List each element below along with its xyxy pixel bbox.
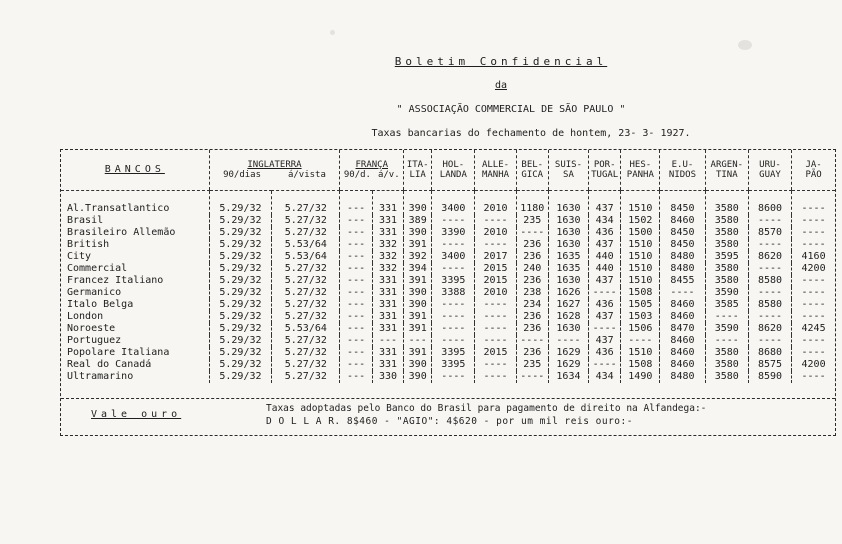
rate-cell: ---- [548,335,588,347]
rate-cell: 331 [372,191,403,216]
rate-cell: ---- [432,299,475,311]
rate-cell: 1630 [548,239,588,251]
rate-cell: 5.53/64 [272,251,340,263]
rate-cell: 8580 [748,299,791,311]
table-row [61,263,835,275]
rates-table-body [61,191,835,384]
rate-cell: 390 [404,371,432,383]
bank-name: Germanico [67,287,122,298]
table-row [61,347,835,359]
rate-cell: ---- [748,287,791,299]
table-row [61,311,835,323]
rate-cell: 3585 [705,299,748,311]
rate-cell: ---- [432,371,475,383]
rate-cell: 1508 [621,359,660,371]
bank-name: Al.Transatlantico [67,203,170,214]
rate-cell: 5.27/32 [272,311,340,323]
rate-cell: --- [340,323,372,335]
rate-cell: 3580 [705,263,748,275]
rate-cell: 437 [588,239,620,251]
rate-cell: 1630 [548,215,588,227]
table-row [61,239,835,251]
rate-cell: ---- [748,311,791,323]
rate-cell: 434 [588,371,620,383]
rate-cell: 1635 [548,251,588,263]
rate-cell: 332 [372,263,403,275]
table-row [61,299,835,311]
rate-cell: 3400 [432,191,475,216]
rate-cell: 236 [516,347,548,359]
rate-cell: 1630 [548,227,588,239]
rate-cell: 5.27/32 [272,299,340,311]
rate-cell: 437 [588,275,620,287]
rate-cell: --- [340,239,372,251]
rate-cell: ---- [588,359,620,371]
rate-cell: 8450 [660,191,705,216]
rate-cell: ---- [792,239,835,251]
rates-table [61,150,835,383]
header-japao: JA- PÃO [792,150,835,191]
rate-cell: ---- [792,311,835,323]
rate-cell: 1510 [621,191,660,216]
rate-cell: 331 [372,227,403,239]
rate-cell: 391 [404,347,432,359]
rate-cell: 236 [516,311,548,323]
rate-cell: ---- [588,323,620,335]
rate-cell: 434 [588,215,620,227]
rate-cell: 2010 [475,287,516,299]
table-row [61,287,835,299]
table-row [61,323,835,335]
rate-cell: --- [372,335,403,347]
document-title-da: da [494,80,508,91]
bank-name: Italo Belga [67,299,134,310]
taxas-adoptadas-text: Taxas adoptadas pelo Banco do Brasil para pagamento de direito na Alfandega:- [266,403,707,414]
rate-cell: ---- [475,215,516,227]
rate-cell: 8460 [660,299,705,311]
rate-cell: ---- [432,263,475,275]
rate-cell: 1630 [548,323,588,335]
rate-cell: 5.27/32 [272,371,340,383]
rate-cell: 3595 [705,251,748,263]
rate-cell: 390 [404,299,432,311]
rate-cell: --- [340,191,372,216]
rate-cell: 5.29/32 [209,287,272,299]
rate-cell: 5.29/32 [209,323,272,335]
rate-cell: 235 [516,215,548,227]
header-belgica: BEL- GICA [516,150,548,191]
rate-cell: 1180 [516,191,548,216]
rate-cell: 5.27/32 [272,215,340,227]
rate-cell: 1627 [548,299,588,311]
rate-cell: 1506 [621,323,660,335]
rate-cell: 234 [516,299,548,311]
paper-stain [330,30,335,35]
rate-cell: 5.29/32 [209,191,272,216]
rate-cell: 437 [588,311,620,323]
rate-cell: 5.29/32 [209,227,272,239]
footer-divider [61,398,835,399]
vale-ouro-label: Vale ouro [91,409,182,420]
rate-cell: 236 [516,275,548,287]
rate-cell: 5.29/32 [209,371,272,383]
rate-cell: 5.27/32 [272,227,340,239]
rate-cell: 436 [588,227,620,239]
bank-name: Popolare Italiana [67,347,170,358]
header-italia: ITA- LIA [404,150,432,191]
header-hespanha: HES- PANHA [621,150,660,191]
rate-cell: 1629 [548,359,588,371]
rate-cell: 331 [372,275,403,287]
rate-cell: 5.29/32 [209,359,272,371]
rate-cell: 8620 [748,251,791,263]
rate-cell: 3590 [705,323,748,335]
rate-cell: 5.27/32 [272,263,340,275]
rate-cell: ---- [705,311,748,323]
rate-cell: 236 [516,251,548,263]
rate-cell: ---- [792,227,835,239]
rate-cell: 8580 [748,275,791,287]
rate-cell: 3580 [705,371,748,383]
association-name: " ASSOCIAÇÃO COMMERCIAL DE SÃO PAULO " [396,104,626,115]
table-row [61,275,835,287]
rate-cell: 4200 [792,263,835,275]
rate-cell: 1635 [548,263,588,275]
rate-cell: 390 [404,227,432,239]
rate-cell: 8590 [748,371,791,383]
bank-name: Brasil [67,215,104,226]
rate-cell: 391 [404,311,432,323]
rate-cell: 3580 [705,275,748,287]
rate-cell: ---- [516,371,548,383]
rate-cell: ---- [705,335,748,347]
header-hollanda: HOL- LANDA [432,150,475,191]
rate-cell: 5.29/32 [209,299,272,311]
header-inglaterra: INGLATERRA 90/dias á/vista [209,150,340,191]
header-suissa: SUIS- SA [548,150,588,191]
rate-cell: 8470 [660,323,705,335]
table-row [61,371,835,383]
rate-cell: 391 [404,323,432,335]
rate-cell: 392 [404,251,432,263]
bank-name: Francez Italiano [67,275,164,286]
rate-cell: --- [340,287,372,299]
rate-cell: 2015 [475,263,516,275]
bank-name: Real do Canadá [67,359,152,370]
rate-cell: ---- [588,287,620,299]
header-eunidos: E.U- NIDOS [660,150,705,191]
rate-cell: ---- [792,371,835,383]
rate-cell: 1490 [621,371,660,383]
rate-cell: 3400 [432,251,475,263]
rate-cell: ---- [792,299,835,311]
rate-cell: 5.27/32 [272,347,340,359]
rate-cell: 8600 [748,191,791,216]
rate-cell: 240 [516,263,548,275]
header-portugal: POR- TUGAL [588,150,620,191]
rate-cell: 3395 [432,275,475,287]
rate-cell: ---- [621,335,660,347]
rate-cell: 8455 [660,275,705,287]
rate-cell: 5.53/64 [272,239,340,251]
rate-cell: 5.29/32 [209,215,272,227]
rate-cell: ---- [475,323,516,335]
rate-cell: 238 [516,287,548,299]
rate-cell: ---- [475,299,516,311]
rate-cell: 437 [588,191,620,216]
rate-cell: 4200 [792,359,835,371]
rate-cell: 3388 [432,287,475,299]
rate-cell: 8620 [748,323,791,335]
bank-name: Noroeste [67,323,116,334]
rate-cell: 2015 [475,347,516,359]
rate-cell: 332 [372,251,403,263]
rate-cell: 4160 [792,251,835,263]
rate-cell: 331 [372,299,403,311]
table-row [61,335,835,347]
rate-cell: 3395 [432,347,475,359]
rate-cell: 1629 [548,347,588,359]
rate-cell: 394 [404,263,432,275]
bank-name: Brasileiro Allemão [67,227,176,238]
header-argentina: ARGEN- TINA [705,150,748,191]
rate-cell: 1628 [548,311,588,323]
rate-cell: 391 [404,275,432,287]
rate-cell: 331 [372,215,403,227]
rate-cell: ---- [432,215,475,227]
rate-cell: ---- [475,371,516,383]
table-row [61,227,835,239]
bank-name: City [67,251,92,262]
rate-cell: 5.29/32 [209,263,272,275]
rate-cell: ---- [475,311,516,323]
rate-cell: 1505 [621,299,660,311]
rate-cell: 1510 [621,347,660,359]
header-franca: FRANÇA 90/d. á/v. [340,150,404,191]
rate-cell: 3580 [705,239,748,251]
rate-cell: ---- [792,347,835,359]
rate-cell: 8570 [748,227,791,239]
rate-cell: 3580 [705,191,748,216]
rate-cell: ---- [475,335,516,347]
rate-cell: 5.27/32 [272,359,340,371]
rate-cell: --- [340,311,372,323]
rate-cell: 331 [372,359,403,371]
header-uruguay: URU- GUAY [748,150,791,191]
rate-cell: 331 [372,323,403,335]
rate-cell: --- [340,347,372,359]
rate-cell: 1630 [548,275,588,287]
rate-cell: --- [340,359,372,371]
rate-cell: ---- [516,335,548,347]
rate-cell: ---- [792,191,835,216]
document-title: Boletim Confidencial [394,55,608,68]
rate-cell: 5.27/32 [272,191,340,216]
table-header-row [61,150,835,191]
rate-cell: 436 [588,299,620,311]
rate-cell: --- [340,275,372,287]
rate-cell: ---- [432,335,475,347]
rate-cell: 1508 [621,287,660,299]
rate-cell: --- [404,335,432,347]
rate-cell: 8460 [660,215,705,227]
table-row [61,191,835,216]
rate-cell: 440 [588,263,620,275]
dollar-agio-line: D O L L A R. 8$460 - "AGIO": 4$620 - por um mil reis ouro:- [266,416,633,427]
rate-cell: 235 [516,359,548,371]
rates-table-frame [60,149,836,436]
rate-cell: 8450 [660,227,705,239]
rate-cell: --- [340,335,372,347]
bank-name: Commercial [67,263,128,274]
paper-stain [738,40,752,50]
rate-cell: 390 [404,359,432,371]
rate-cell: 236 [516,239,548,251]
rate-cell: 5.29/32 [209,347,272,359]
rate-cell: 5.29/32 [209,275,272,287]
header-allemanha: ALLE- MANHA [475,150,516,191]
rate-cell: 8450 [660,239,705,251]
rate-cell: ---- [792,335,835,347]
rate-cell: ---- [792,215,835,227]
rate-cell: ---- [660,287,705,299]
rate-cell: --- [340,215,372,227]
rate-cell: --- [340,299,372,311]
table-row [61,251,835,263]
rate-cell: 330 [372,371,403,383]
rate-cell: ---- [432,323,475,335]
rate-cell: 389 [404,215,432,227]
rate-cell: 2010 [475,227,516,239]
rate-cell: 331 [372,311,403,323]
rate-cell: ---- [475,239,516,251]
rate-cell: 331 [372,287,403,299]
rate-cell: 1510 [621,275,660,287]
rate-cell: ---- [475,359,516,371]
rate-cell: 1510 [621,251,660,263]
rate-cell: 5.53/64 [272,323,340,335]
rate-cell: 390 [404,287,432,299]
rate-cell: 5.29/32 [209,251,272,263]
rate-cell: --- [340,371,372,383]
rate-cell: 440 [588,251,620,263]
header-bancos: BANCOS [61,150,209,191]
rate-cell: --- [340,227,372,239]
rate-cell: 2017 [475,251,516,263]
rate-cell: 5.27/32 [272,287,340,299]
rate-cell: 8480 [660,371,705,383]
rate-cell: ---- [516,227,548,239]
rate-cell: 8460 [660,335,705,347]
rate-cell: 5.29/32 [209,239,272,251]
rate-cell: 3590 [705,287,748,299]
rate-cell: ---- [748,215,791,227]
rate-cell: 1630 [548,191,588,216]
rate-cell: 1634 [548,371,588,383]
rate-cell: 5.29/32 [209,335,272,347]
rate-cell: ---- [792,287,835,299]
rate-cell: 8480 [660,263,705,275]
rate-cell: 2010 [475,191,516,216]
rate-cell: 3580 [705,359,748,371]
rate-cell: 8460 [660,359,705,371]
rate-cell: 8680 [748,347,791,359]
rate-cell: 331 [372,347,403,359]
rate-cell: 436 [588,347,620,359]
rate-cell: 5.27/32 [272,275,340,287]
table-row [61,215,835,227]
rate-cell: 3580 [705,227,748,239]
rate-cell: 3580 [705,215,748,227]
rate-cell: 1503 [621,311,660,323]
table-row [61,359,835,371]
rate-cell: 5.29/32 [209,311,272,323]
rate-cell: 1510 [621,263,660,275]
bank-name: Ultramarino [67,371,134,382]
rate-cell: 8460 [660,347,705,359]
rate-cell: 1500 [621,227,660,239]
rate-cell: 4245 [792,323,835,335]
document-subtitle: Taxas bancarias do fechamento de hontem, 23- 3- 1927. [371,128,691,139]
rate-cell: ---- [792,275,835,287]
rate-cell: --- [340,263,372,275]
rate-cell: 1502 [621,215,660,227]
rate-cell: 3395 [432,359,475,371]
rate-cell: 5.27/32 [272,335,340,347]
rate-cell: 390 [404,191,432,216]
rate-cell: --- [340,251,372,263]
rate-cell: 2015 [475,275,516,287]
rate-cell: 391 [404,239,432,251]
rate-cell: 1626 [548,287,588,299]
rate-cell: 3390 [432,227,475,239]
rate-cell: 332 [372,239,403,251]
rate-cell: ---- [748,335,791,347]
rate-cell: 1510 [621,239,660,251]
bank-name: British [67,239,110,250]
bank-name: Portuguez [67,335,122,346]
rate-cell: 8460 [660,311,705,323]
bank-name: London [67,311,104,322]
rate-cell: ---- [432,311,475,323]
rate-cell: 437 [588,335,620,347]
rate-cell: ---- [748,239,791,251]
rate-cell: ---- [748,263,791,275]
rate-cell: 8480 [660,251,705,263]
rate-cell: 3580 [705,347,748,359]
rate-cell: ---- [432,239,475,251]
rate-cell: 236 [516,323,548,335]
rate-cell: 8575 [748,359,791,371]
